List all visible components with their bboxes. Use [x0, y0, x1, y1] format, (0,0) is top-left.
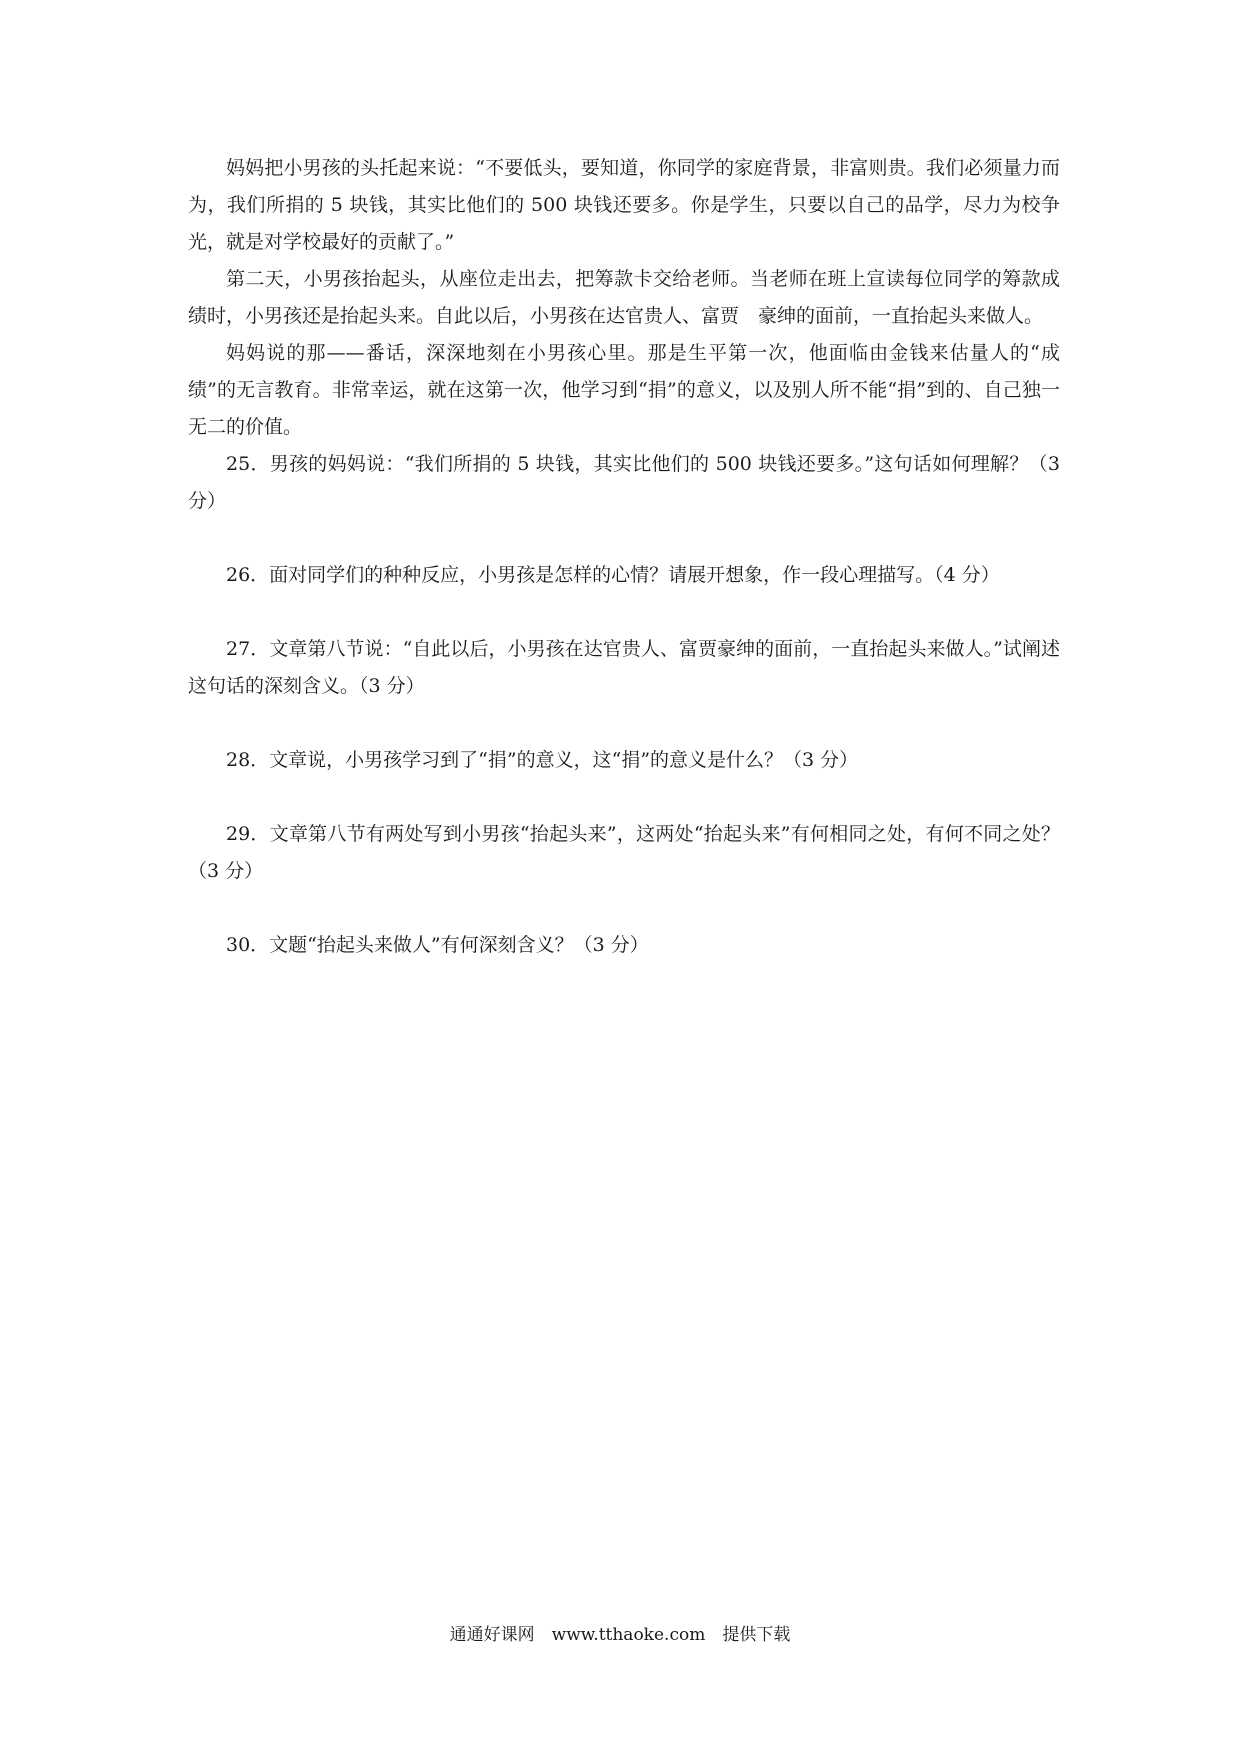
article-paragraph: 第二天，小男孩抬起头，从座位走出去，把筹款卡交给老师。当老师在班上宣读每位同学的筹款成绩时，小男孩还是抬起头来。自此以后，小男孩在达官贵人、富贾 豪绅的面前，一直抬起头来做人。	[188, 268, 1060, 327]
page-footer: 通通好课网 www.tthaoke.com 提供下载	[449, 1625, 791, 1645]
document-body	[188, 150, 1060, 964]
question-25: 25．男孩的妈妈说：“我们所捐的 5 块钱，其实比他们的 500 块钱还要多。”这句话如何理解？（3 分）	[188, 453, 1060, 512]
question-29: 29．文章第八节有两处写到小男孩“抬起头来”，这两处“抬起头来”有何相同之处，有何不同之处？（3 分）	[188, 823, 1060, 882]
question-26: 26．面对同学们的种种反应，小男孩是怎样的心情？请展开想象，作一段心理描写。（4 分）	[226, 564, 1000, 586]
question-27: 27．文章第八节说：“自此以后，小男孩在达官贵人、富贾豪绅的面前，一直抬起头来做人。”试阐述这句话的深刻含义。（3 分）	[188, 638, 1060, 697]
article-paragraph: 妈妈说的那——番话，深深地刻在小男孩心里。那是生平第一次，他面临由金钱来估量人的“成绩”的无言教育。非常幸运，就在这第一次，他学习到“捐”的意义，以及别人所不能“捐”到的、自己独一无二的价值。	[188, 342, 1060, 438]
question-28: 28．文章说，小男孩学习到了“捐”的意义，这“捐”的意义是什么？（3 分）	[226, 749, 859, 771]
question-30: 30．文题“抬起头来做人”有何深刻含义？（3 分）	[226, 934, 649, 956]
article-paragraph: 妈妈把小男孩的头托起来说：“不要低头，要知道，你同学的家庭背景，非富则贵。我们必须量力而为，我们所捐的 5 块钱，其实比他们的 500 块钱还要多。你是学生，只要以自己的品学，尽力为校争光，就是对学校最好的贡献了。”	[188, 157, 1060, 253]
